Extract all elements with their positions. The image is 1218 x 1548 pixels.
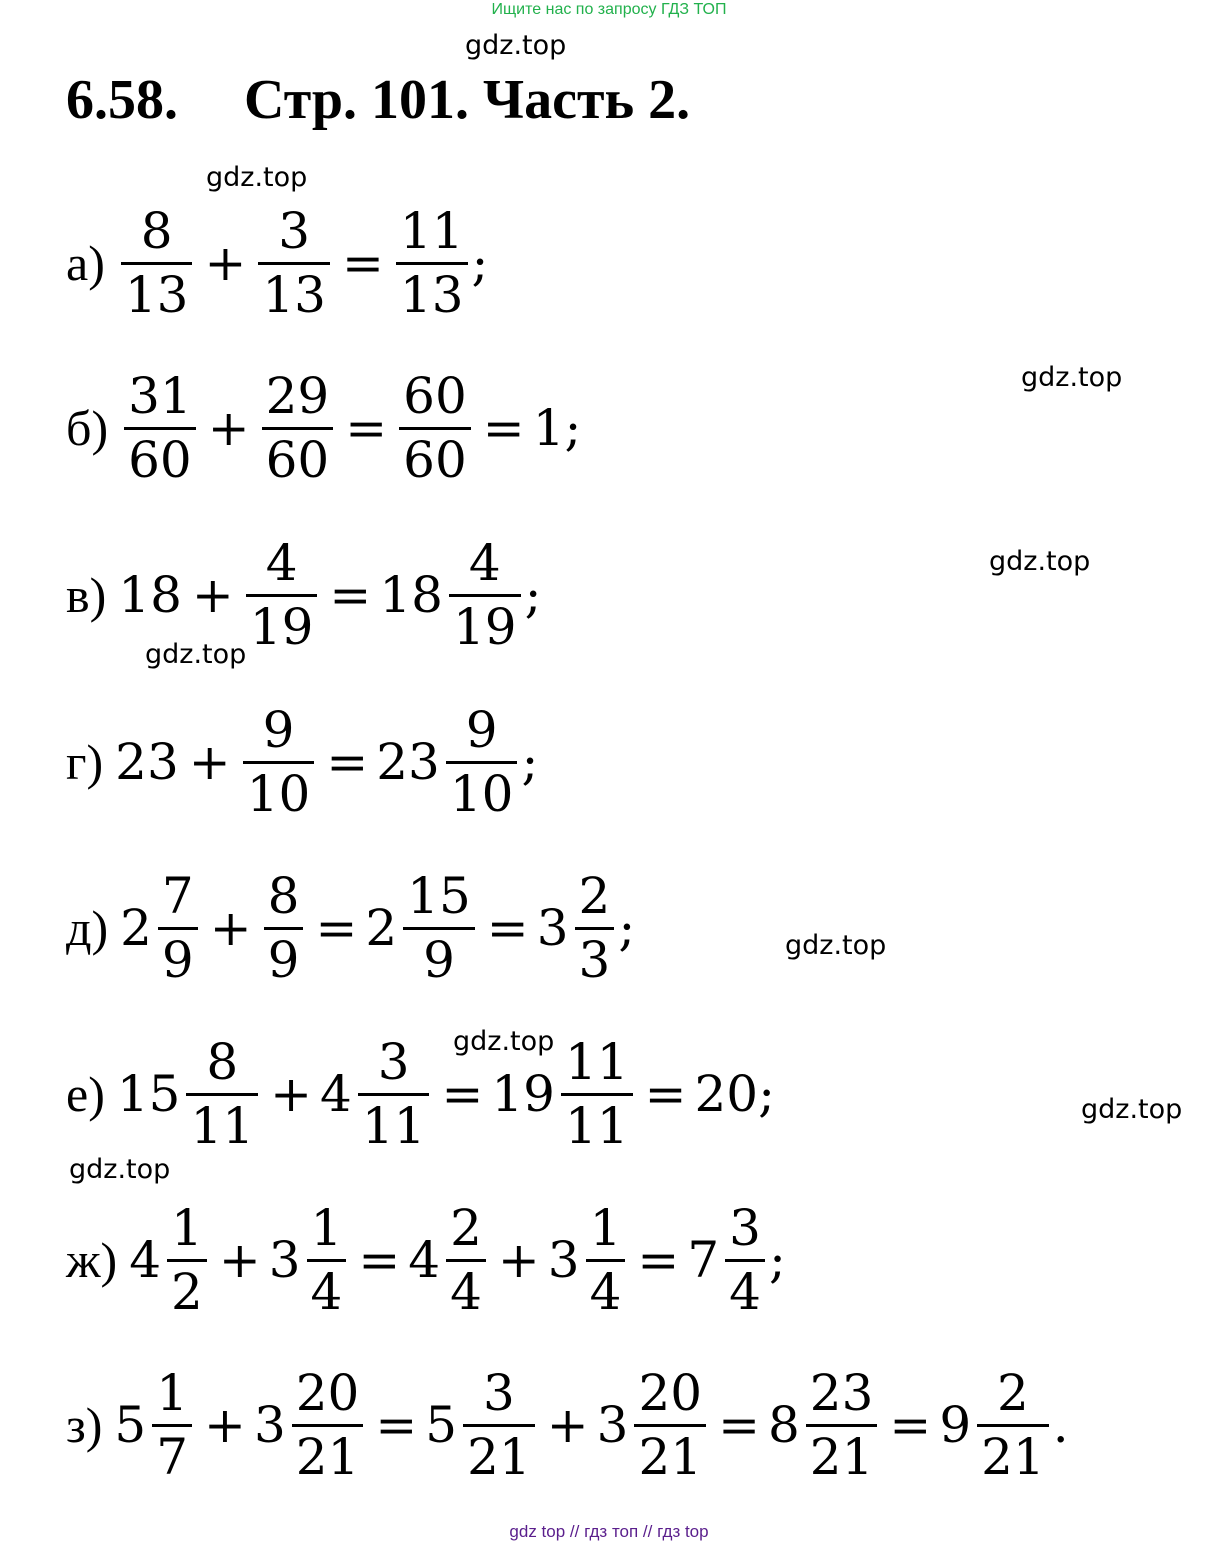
equals-sign: = (315, 899, 358, 957)
plus-sign: + (497, 1231, 540, 1289)
equals-sign: = (718, 1396, 760, 1454)
problem-label: г) (66, 734, 104, 790)
fraction: $\frac{3}{11}$ (358, 1036, 430, 1152)
whole-number: 2 (365, 899, 398, 957)
problem-label: б) (66, 400, 109, 456)
problem-label: а) (66, 235, 105, 291)
whole-number: 3 (536, 899, 569, 957)
whole-number: 7 (687, 1231, 720, 1289)
problem-label: д) (66, 900, 109, 956)
fraction: $\frac{2}{3}$ (575, 870, 615, 986)
equals-sign: = (637, 1231, 680, 1289)
whole-number: 3 (253, 1396, 286, 1454)
page-reference: Стр. 101. Часть 2. (244, 69, 691, 131)
result-value: 1 (532, 399, 565, 457)
watermark: gdz.top (453, 1026, 555, 1057)
result-fraction: $\frac{11}{13}$ (396, 205, 468, 321)
problem-label: з) (66, 1397, 103, 1453)
whole-number: 19 (491, 1065, 555, 1123)
fraction: $\frac{3}{13}$ (258, 205, 330, 321)
whole-number: 5 (114, 1396, 147, 1454)
whole-number: 4 (129, 1231, 162, 1289)
search-banner: Ищите нас по запросу ГДЗ ТОП (491, 1, 727, 18)
whole-number: 4 (320, 1065, 352, 1123)
fraction: $\frac{1}{4}$ (307, 1202, 347, 1318)
equals-sign: = (342, 234, 384, 292)
equals-sign: = (482, 399, 525, 457)
fraction: $\frac{2}{21}$ (977, 1367, 1049, 1483)
whole-number: 18 (379, 566, 443, 624)
whole-number: 3 (596, 1396, 629, 1454)
equals-sign: = (644, 1065, 687, 1123)
terminator: ; (471, 234, 489, 292)
watermark: gdz.top (1021, 362, 1123, 393)
terminator: ; (618, 899, 636, 957)
watermark: gdz.top (989, 546, 1091, 577)
whole-number: 5 (425, 1396, 458, 1454)
plus-sign: + (204, 1396, 246, 1454)
fraction: $\frac{20}{21}$ (634, 1367, 706, 1483)
fraction: $\frac{2}{4}$ (446, 1202, 486, 1318)
equals-sign: = (441, 1065, 484, 1123)
equals-sign: = (326, 733, 369, 791)
fraction: $\frac{3}{4}$ (725, 1202, 765, 1318)
whole-number: 18 (118, 566, 182, 624)
problem-g (66, 701, 539, 823)
fraction: $\frac{1}{7}$ (152, 1367, 192, 1483)
equals-sign: = (375, 1396, 418, 1454)
problem-zh (66, 1199, 786, 1321)
equals-sign: = (358, 1231, 401, 1289)
watermark: gdz.top (785, 930, 887, 961)
watermark: gdz.top (145, 639, 247, 670)
whole-number: 2 (120, 899, 152, 957)
equals-sign: = (329, 566, 372, 624)
problem-d (66, 867, 636, 989)
fraction: $\frac{29}{60}$ (262, 370, 334, 486)
fraction: $\frac{9}{10}$ (243, 704, 315, 820)
terminator: ; (521, 733, 539, 791)
fraction: $\frac{3}{21}$ (463, 1367, 535, 1483)
result-value: 20 (694, 1065, 759, 1123)
whole-number: 23 (376, 733, 440, 791)
watermark: gdz.top (69, 1154, 171, 1185)
watermark: gdz.top (206, 162, 308, 193)
problem-label: ж) (66, 1232, 118, 1288)
watermark: gdz.top (1081, 1094, 1183, 1125)
problem-label: в) (66, 567, 107, 623)
fraction: $\frac{11}{11}$ (561, 1036, 633, 1152)
problem-z (66, 1364, 1069, 1486)
fraction: $\frac{23}{21}$ (806, 1367, 878, 1483)
plus-sign: + (270, 1065, 312, 1123)
fraction: $\frac{4}{19}$ (246, 537, 318, 653)
equals-sign: = (486, 899, 529, 957)
fraction: $\frac{31}{60}$ (124, 370, 196, 486)
plus-sign: + (188, 733, 231, 791)
plus-sign: + (204, 234, 247, 292)
equals-sign: = (345, 399, 388, 457)
terminator: ; (768, 1231, 786, 1289)
plus-sign: + (207, 399, 250, 457)
problem-label: е) (66, 1066, 105, 1122)
whole-number: 8 (767, 1396, 800, 1454)
equals-sign: = (889, 1396, 932, 1454)
terminator: ; (564, 399, 582, 457)
whole-number: 23 (115, 733, 179, 791)
fraction: $\frac{15}{9}$ (403, 870, 475, 986)
fraction: $\frac{20}{21}$ (292, 1367, 364, 1483)
fraction: $\frac{1}{4}$ (586, 1202, 626, 1318)
problem-a (66, 202, 489, 324)
fraction: $\frac{8}{9}$ (264, 870, 304, 986)
fraction: $\frac{9}{10}$ (446, 704, 518, 820)
problem-b (66, 367, 582, 489)
plus-sign: + (218, 1231, 261, 1289)
fraction: $\frac{60}{60}$ (399, 370, 471, 486)
problem-e (66, 1033, 775, 1155)
terminator: ; (758, 1065, 775, 1123)
terminator: ; (524, 566, 542, 624)
whole-number: 3 (547, 1231, 580, 1289)
whole-number: 9 (939, 1396, 972, 1454)
whole-number: 15 (116, 1065, 181, 1123)
exercise-number: 6.58. (66, 69, 178, 131)
plus-sign: + (546, 1396, 589, 1454)
plus-sign: + (191, 566, 234, 624)
footer-watermark: gdz top // гдз топ // гдз top (509, 1522, 709, 1541)
whole-number: 4 (408, 1231, 441, 1289)
fraction: $\frac{8}{13}$ (121, 205, 193, 321)
fraction: $\frac{4}{19}$ (449, 537, 521, 653)
fraction: $\frac{8}{11}$ (186, 1036, 258, 1152)
plus-sign: + (209, 899, 252, 957)
fraction: $\frac{7}{9}$ (158, 870, 198, 986)
exercise-heading (66, 68, 690, 132)
terminator: . (1052, 1396, 1069, 1454)
fraction: $\frac{1}{2}$ (167, 1202, 207, 1318)
watermark: gdz.top (465, 30, 567, 61)
whole-number: 3 (268, 1231, 301, 1289)
